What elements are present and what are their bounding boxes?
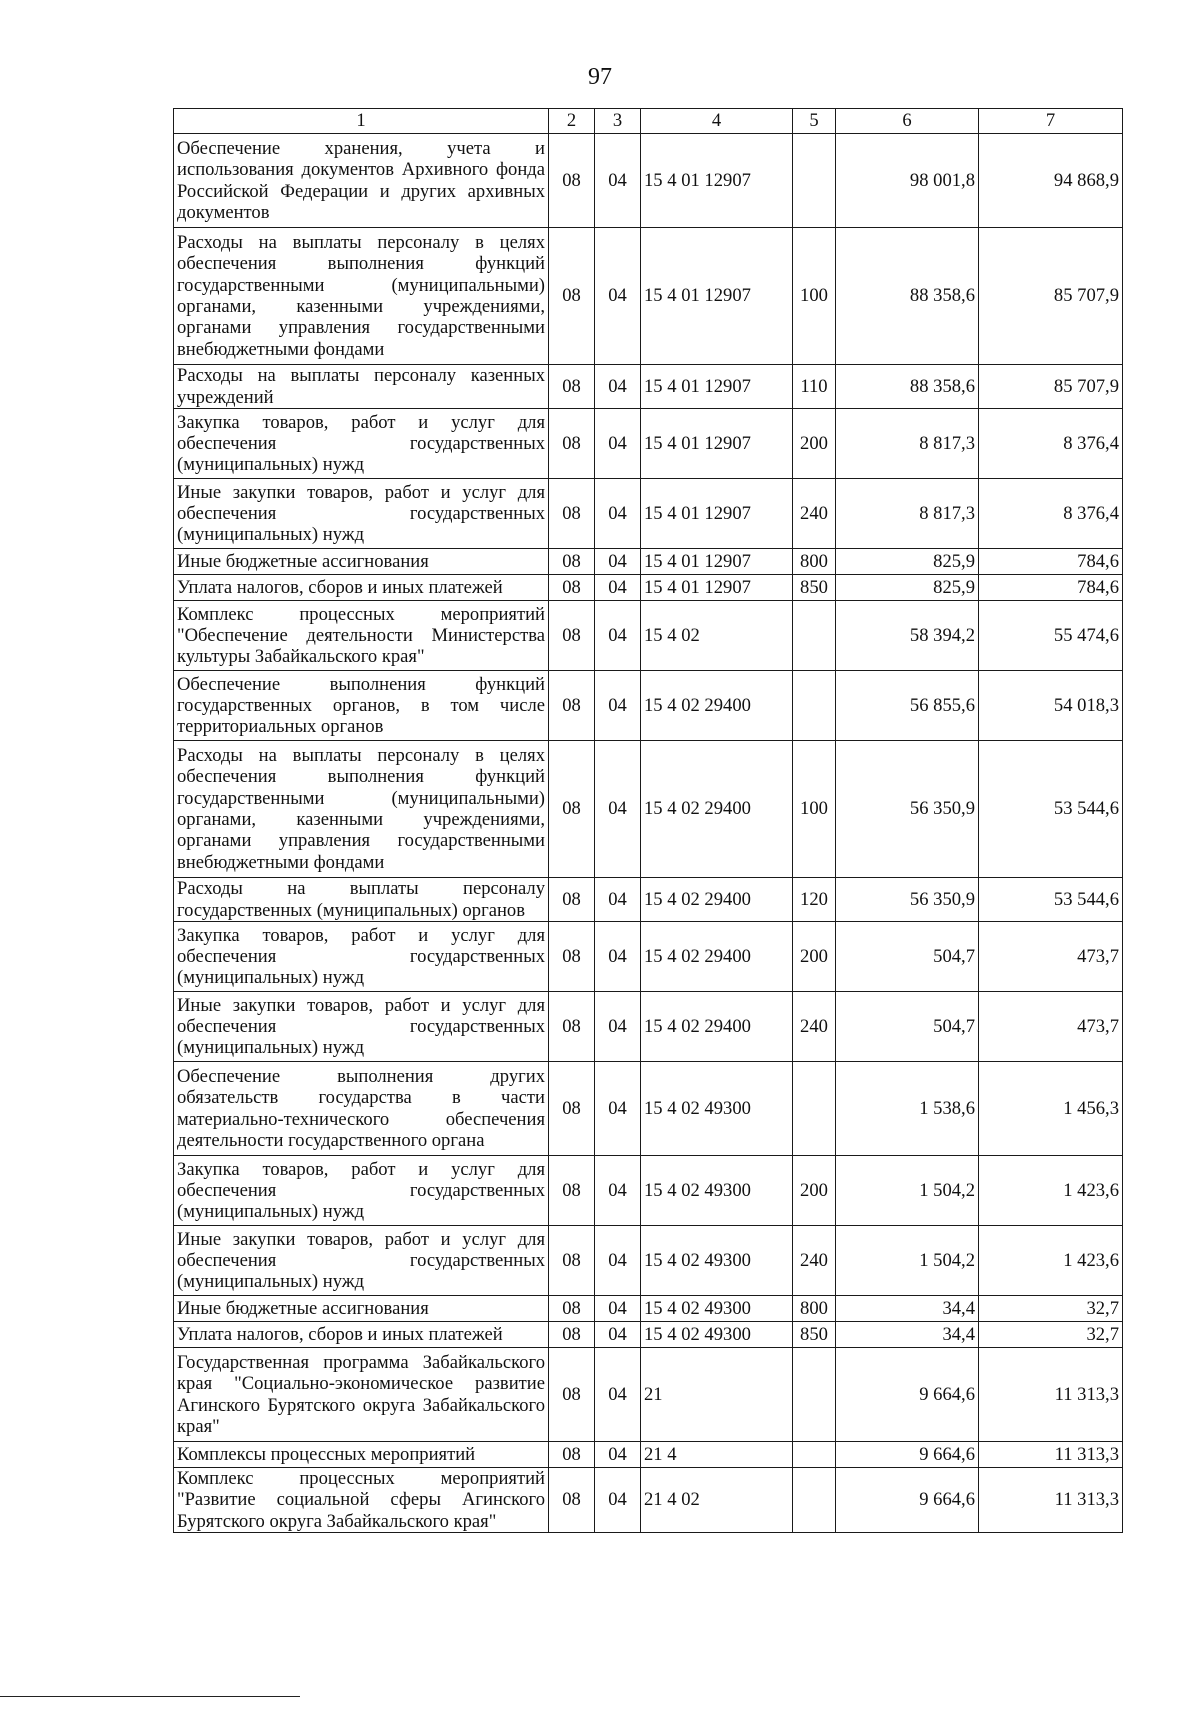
section-code-cell: 08 <box>549 409 595 479</box>
section-code-cell: 08 <box>549 671 595 741</box>
amount-col6-cell: 8 817,3 <box>836 409 979 479</box>
table-row <box>174 1062 1123 1156</box>
row-name-cell: Иные бюджетные ассигнования <box>174 549 549 575</box>
subsection-code-cell: 04 <box>595 365 641 409</box>
subsection-code-cell: 04 <box>595 1468 641 1533</box>
expense-type-cell: 200 <box>793 409 836 479</box>
section-code-cell: 08 <box>549 1226 595 1296</box>
table-row <box>174 228 1123 365</box>
row-name-cell: Государственная программа Забайкальского края "Социально-экономическое развитие Агинского Бурятского округа Забайкальского края" <box>174 1348 549 1442</box>
amount-col7-cell: 473,7 <box>979 922 1123 992</box>
expense-type-cell: 120 <box>793 878 836 922</box>
amount-col7-cell: 8 376,4 <box>979 409 1123 479</box>
amount-col7-cell: 32,7 <box>979 1322 1123 1348</box>
section-code-cell: 08 <box>549 1322 595 1348</box>
table-row <box>174 365 1123 409</box>
row-name-cell: Закупка товаров, работ и услуг для обеспечения государственных (муниципальных) нужд <box>174 922 549 992</box>
expense-type-cell <box>793 1468 836 1533</box>
amount-col6-cell: 825,9 <box>836 575 979 601</box>
subsection-code-cell: 04 <box>595 601 641 671</box>
target-article-cell: 15 4 02 49300 <box>641 1226 793 1296</box>
subsection-code-cell: 04 <box>595 878 641 922</box>
table-row <box>174 671 1123 741</box>
target-article-cell: 15 4 02 49300 <box>641 1156 793 1226</box>
section-code-cell: 08 <box>549 479 595 549</box>
row-name-cell: Расходы на выплаты персоналу государственных (муниципальных) органов <box>174 878 549 922</box>
expense-type-cell: 100 <box>793 228 836 365</box>
target-article-cell: 15 4 01 12907 <box>641 575 793 601</box>
subsection-code-cell: 04 <box>595 1062 641 1156</box>
target-article-cell: 15 4 02 29400 <box>641 992 793 1062</box>
subsection-code-cell: 04 <box>595 575 641 601</box>
section-code-cell: 08 <box>549 1062 595 1156</box>
amount-col7-cell: 1 423,6 <box>979 1226 1123 1296</box>
subsection-code-cell: 04 <box>595 992 641 1062</box>
row-name-cell: Комплекс процессных мероприятий "Обеспечение деятельности Министерства культуры Забайкальского края" <box>174 601 549 671</box>
subsection-code-cell: 04 <box>595 549 641 575</box>
subsection-code-cell: 04 <box>595 1348 641 1442</box>
target-article-cell: 15 4 02 29400 <box>641 878 793 922</box>
amount-col6-cell: 9 664,6 <box>836 1442 979 1468</box>
table-row <box>174 878 1123 922</box>
table-row <box>174 1296 1123 1322</box>
target-article-cell: 15 4 02 <box>641 601 793 671</box>
column-number-5: 5 <box>793 109 836 134</box>
expense-type-cell <box>793 134 836 228</box>
amount-col7-cell: 11 313,3 <box>979 1468 1123 1533</box>
table-row <box>174 992 1123 1062</box>
table-row <box>174 922 1123 992</box>
section-code-cell: 08 <box>549 365 595 409</box>
subsection-code-cell: 04 <box>595 922 641 992</box>
amount-col6-cell: 98 001,8 <box>836 134 979 228</box>
target-article-cell: 15 4 01 12907 <box>641 228 793 365</box>
subsection-code-cell: 04 <box>595 479 641 549</box>
amount-col7-cell: 784,6 <box>979 575 1123 601</box>
expense-type-cell: 240 <box>793 1226 836 1296</box>
section-code-cell: 08 <box>549 134 595 228</box>
target-article-cell: 15 4 02 29400 <box>641 741 793 878</box>
expense-type-cell <box>793 1442 836 1468</box>
row-name-cell: Расходы на выплаты персоналу в целях обеспечения выполнения функций государственными (муниципальными) органами, казенными учреждениями, органами управления государственными внебюджетными фондами <box>174 741 549 878</box>
target-article-cell: 21 <box>641 1348 793 1442</box>
amount-col7-cell: 53 544,6 <box>979 741 1123 878</box>
target-article-cell: 15 4 01 12907 <box>641 365 793 409</box>
header-row <box>174 109 1123 134</box>
subsection-code-cell: 04 <box>595 1226 641 1296</box>
target-article-cell: 15 4 01 12907 <box>641 134 793 228</box>
subsection-code-cell: 04 <box>595 409 641 479</box>
row-name-cell: Комплексы процессных мероприятий <box>174 1442 549 1468</box>
table-row <box>174 1442 1123 1468</box>
row-name-cell: Обеспечение хранения, учета и использования документов Архивного фонда Российской Федерации и других архивных документов <box>174 134 549 228</box>
budget-table <box>173 108 1123 1533</box>
amount-col6-cell: 58 394,2 <box>836 601 979 671</box>
section-code-cell: 08 <box>549 878 595 922</box>
row-name-cell: Закупка товаров, работ и услуг для обеспечения государственных (муниципальных) нужд <box>174 1156 549 1226</box>
row-name-cell: Обеспечение выполнения других обязательств государства в части материально-технического обеспечения деятельности государственного органа <box>174 1062 549 1156</box>
target-article-cell: 15 4 02 49300 <box>641 1296 793 1322</box>
target-article-cell: 15 4 02 29400 <box>641 671 793 741</box>
expense-type-cell: 240 <box>793 992 836 1062</box>
section-code-cell: 08 <box>549 575 595 601</box>
expense-type-cell: 200 <box>793 922 836 992</box>
expense-type-cell: 850 <box>793 575 836 601</box>
amount-col7-cell: 784,6 <box>979 549 1123 575</box>
target-article-cell: 21 4 02 <box>641 1468 793 1533</box>
row-name-cell: Иные бюджетные ассигнования <box>174 1296 549 1322</box>
table-row <box>174 1226 1123 1296</box>
row-name-cell: Расходы на выплаты персоналу казенных учреждений <box>174 365 549 409</box>
table-row <box>174 1468 1123 1533</box>
expense-type-cell: 800 <box>793 549 836 575</box>
amount-col7-cell: 11 313,3 <box>979 1348 1123 1442</box>
amount-col6-cell: 34,4 <box>836 1322 979 1348</box>
section-code-cell: 08 <box>549 601 595 671</box>
column-number-7: 7 <box>979 109 1123 134</box>
column-number-6: 6 <box>836 109 979 134</box>
amount-col7-cell: 53 544,6 <box>979 878 1123 922</box>
subsection-code-cell: 04 <box>595 228 641 365</box>
expense-type-cell <box>793 1348 836 1442</box>
amount-col6-cell: 1 538,6 <box>836 1062 979 1156</box>
amount-col7-cell: 85 707,9 <box>979 228 1123 365</box>
amount-col6-cell: 56 350,9 <box>836 741 979 878</box>
section-code-cell: 08 <box>549 992 595 1062</box>
table-row <box>174 479 1123 549</box>
page-number: 97 <box>588 64 612 90</box>
expense-type-cell: 110 <box>793 365 836 409</box>
target-article-cell: 15 4 01 12907 <box>641 479 793 549</box>
subsection-code-cell: 04 <box>595 1296 641 1322</box>
section-code-cell: 08 <box>549 741 595 878</box>
expense-type-cell <box>793 671 836 741</box>
amount-col6-cell: 504,7 <box>836 922 979 992</box>
amount-col6-cell: 88 358,6 <box>836 228 979 365</box>
table-row <box>174 575 1123 601</box>
row-name-cell: Закупка товаров, работ и услуг для обеспечения государственных (муниципальных) нужд <box>174 409 549 479</box>
footer-rule <box>0 1696 300 1697</box>
table-row <box>174 741 1123 878</box>
expense-type-cell: 240 <box>793 479 836 549</box>
table-row <box>174 601 1123 671</box>
subsection-code-cell: 04 <box>595 1322 641 1348</box>
table-row <box>174 549 1123 575</box>
target-article-cell: 15 4 02 49300 <box>641 1062 793 1156</box>
amount-col7-cell: 8 376,4 <box>979 479 1123 549</box>
amount-col6-cell: 504,7 <box>836 992 979 1062</box>
amount-col7-cell: 11 313,3 <box>979 1442 1123 1468</box>
target-article-cell: 15 4 01 12907 <box>641 549 793 575</box>
amount-col6-cell: 56 855,6 <box>836 671 979 741</box>
subsection-code-cell: 04 <box>595 1442 641 1468</box>
section-code-cell: 08 <box>549 228 595 365</box>
section-code-cell: 08 <box>549 922 595 992</box>
amount-col7-cell: 85 707,9 <box>979 365 1123 409</box>
column-number-1: 1 <box>174 109 549 134</box>
target-article-cell: 15 4 01 12907 <box>641 409 793 479</box>
subsection-code-cell: 04 <box>595 741 641 878</box>
row-name-cell: Иные закупки товаров, работ и услуг для обеспечения государственных (муниципальных) нужд <box>174 479 549 549</box>
amount-col6-cell: 9 664,6 <box>836 1468 979 1533</box>
section-code-cell: 08 <box>549 1296 595 1322</box>
row-name-cell: Иные закупки товаров, работ и услуг для обеспечения государственных (муниципальных) нужд <box>174 992 549 1062</box>
amount-col6-cell: 1 504,2 <box>836 1226 979 1296</box>
expense-type-cell: 850 <box>793 1322 836 1348</box>
table-row <box>174 1348 1123 1442</box>
table-row <box>174 134 1123 228</box>
table-row <box>174 1156 1123 1226</box>
expense-type-cell <box>793 601 836 671</box>
amount-col7-cell: 55 474,6 <box>979 601 1123 671</box>
table-row <box>174 1322 1123 1348</box>
amount-col7-cell: 1 423,6 <box>979 1156 1123 1226</box>
amount-col7-cell: 1 456,3 <box>979 1062 1123 1156</box>
row-name-cell: Расходы на выплаты персоналу в целях обеспечения выполнения функций государственными (муниципальными) органами, казенными учреждениями, органами управления государственными внебюджетными фондами <box>174 228 549 365</box>
section-code-cell: 08 <box>549 549 595 575</box>
expense-type-cell: 100 <box>793 741 836 878</box>
amount-col7-cell: 94 868,9 <box>979 134 1123 228</box>
section-code-cell: 08 <box>549 1468 595 1533</box>
row-name-cell: Уплата налогов, сборов и иных платежей <box>174 1322 549 1348</box>
amount-col6-cell: 9 664,6 <box>836 1348 979 1442</box>
column-number-3: 3 <box>595 109 641 134</box>
expense-type-cell <box>793 1062 836 1156</box>
expense-type-cell: 800 <box>793 1296 836 1322</box>
column-number-4: 4 <box>641 109 793 134</box>
expense-type-cell: 200 <box>793 1156 836 1226</box>
amount-col6-cell: 34,4 <box>836 1296 979 1322</box>
row-name-cell: Обеспечение выполнения функций государственных органов, в том числе территориальных органов <box>174 671 549 741</box>
amount-col6-cell: 56 350,9 <box>836 878 979 922</box>
subsection-code-cell: 04 <box>595 134 641 228</box>
amount-col6-cell: 88 358,6 <box>836 365 979 409</box>
amount-col7-cell: 32,7 <box>979 1296 1123 1322</box>
subsection-code-cell: 04 <box>595 1156 641 1226</box>
column-number-2: 2 <box>549 109 595 134</box>
section-code-cell: 08 <box>549 1442 595 1468</box>
table-row <box>174 409 1123 479</box>
amount-col6-cell: 8 817,3 <box>836 479 979 549</box>
amount-col7-cell: 473,7 <box>979 992 1123 1062</box>
amount-col6-cell: 825,9 <box>836 549 979 575</box>
section-code-cell: 08 <box>549 1348 595 1442</box>
target-article-cell: 15 4 02 49300 <box>641 1322 793 1348</box>
row-name-cell: Комплекс процессных мероприятий "Развитие социальной сферы Агинского Бурятского округа Забайкальского края" <box>174 1468 549 1533</box>
target-article-cell: 15 4 02 29400 <box>641 922 793 992</box>
row-name-cell: Иные закупки товаров, работ и услуг для обеспечения государственных (муниципальных) нужд <box>174 1226 549 1296</box>
section-code-cell: 08 <box>549 1156 595 1226</box>
amount-col7-cell: 54 018,3 <box>979 671 1123 741</box>
target-article-cell: 21 4 <box>641 1442 793 1468</box>
subsection-code-cell: 04 <box>595 671 641 741</box>
amount-col6-cell: 1 504,2 <box>836 1156 979 1226</box>
row-name-cell: Уплата налогов, сборов и иных платежей <box>174 575 549 601</box>
